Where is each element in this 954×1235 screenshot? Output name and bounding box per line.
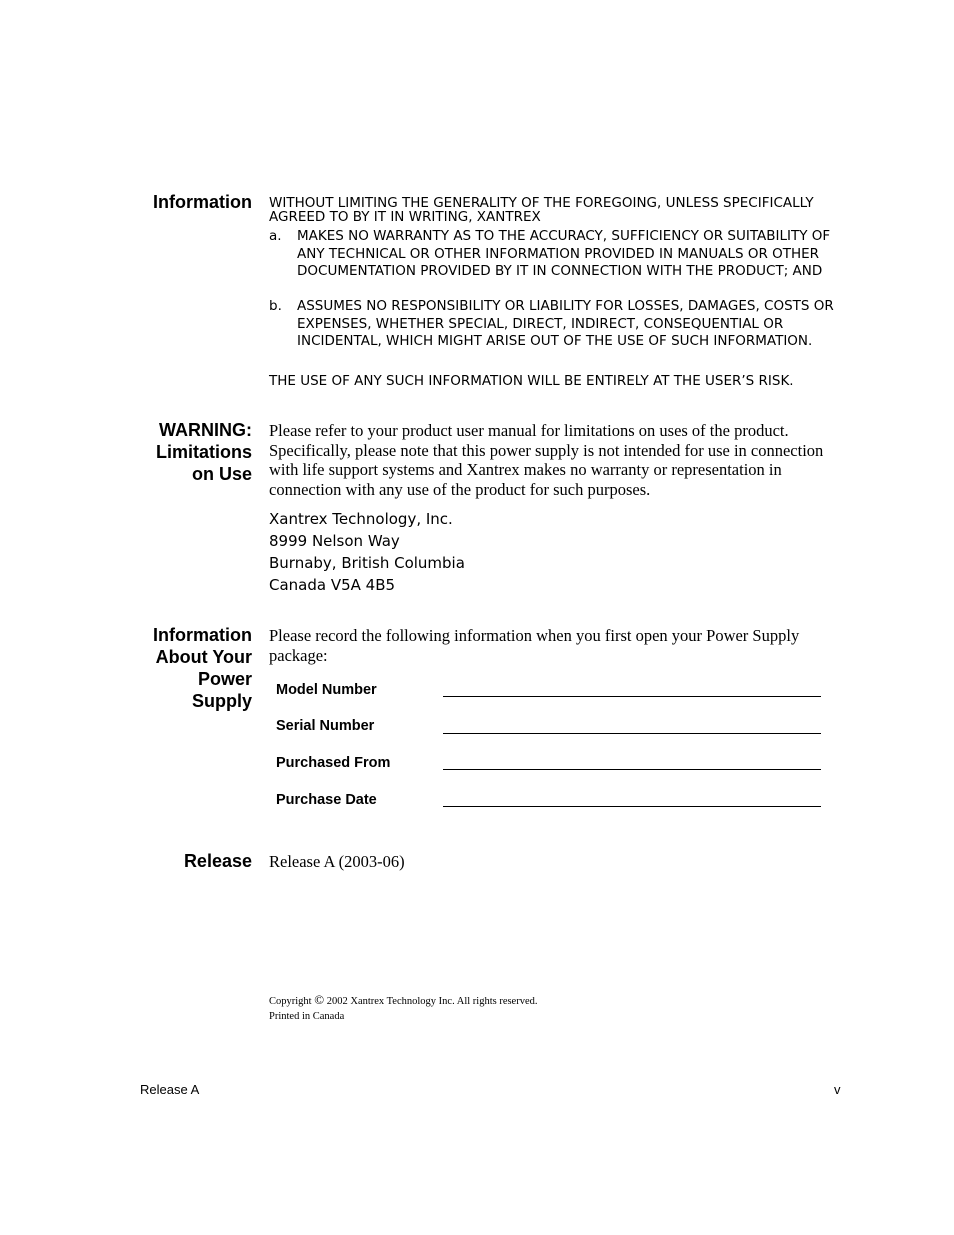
company-address: [269, 508, 465, 596]
warning-heading-line: WARNING:: [159, 420, 252, 440]
power-supply-heading: [60, 624, 252, 712]
copyright-symbol: ©: [314, 992, 325, 1007]
copyright-prefix: Copyright: [269, 996, 312, 1007]
warning-heading-line: on Use: [191, 464, 252, 484]
model-number-label: Model Number: [276, 682, 377, 698]
model-number-line: [443, 696, 821, 697]
list-text: MAKES NO WARRANTY AS TO THE ACCURACY, SUFFICIENCY OR SUITABILITY OF ANY TECHNICAL OR OTHER INFORMATION PROVIDED IN MANUALS OR OTHER DOCUMENTATION PROVIDED BY IT IN CONNECTION WITH THE PRODUCT; AND: [297, 228, 831, 280]
purchased-from-label: Purchased From: [276, 755, 391, 771]
address-line: Canada V5A 4B5: [269, 576, 396, 594]
list-marker: b.: [269, 298, 282, 314]
power-supply-heading-line: Supply: [191, 691, 252, 711]
purchase-date-label: Purchase Date: [276, 792, 377, 808]
list-marker: a.: [269, 228, 282, 244]
footer-release: Release A: [140, 1082, 200, 1097]
power-supply-body: Please record the following information when you first open your Power Supply package:: [269, 626, 800, 665]
list-text: ASSUMES NO RESPONSIBILITY OR LIABILITY FOR LOSSES, DAMAGES, COSTS OR EXPENSES, WHETHER SPECIAL, DIRECT, INDIRECT, CONSEQUENTIAL OR INCIDENTAL, WHICH MIGHT ARISE OUT OF THE USE OF SUCH INFORMATION.: [297, 298, 834, 350]
purchased-from-line: [443, 769, 821, 770]
address-line: Burnaby, British Columbia: [269, 554, 465, 572]
power-supply-heading-line: Power: [197, 669, 252, 689]
warning-body: Please refer to your product user manual for limitations on uses of the product. Specifically, please note that this power supply is not intended for use in connection with life support systems and Xantrex makes no warranty or representation in connection with any use of the product for such purposes.: [269, 421, 824, 499]
warning-heading: [60, 419, 252, 485]
power-supply-heading-line: Information: [153, 625, 252, 645]
printed-in-line: Printed in Canada: [269, 1011, 345, 1022]
information-closing: THE USE OF ANY SUCH INFORMATION WILL BE ENTIRELY AT THE USER’S RISK.: [269, 373, 794, 389]
copyright-line: [269, 992, 538, 1008]
address-line: Xantrex Technology, Inc.: [269, 510, 453, 528]
purchase-date-line: [443, 806, 821, 807]
serial-number-label: Serial Number: [276, 718, 375, 734]
release-heading: [60, 850, 252, 872]
power-supply-heading-line: About Your: [155, 647, 252, 667]
address-line: 8999 Nelson Way: [269, 532, 400, 550]
release-body: Release A (2003-06): [269, 852, 405, 871]
information-heading-text: Information: [153, 192, 252, 212]
release-heading-text: Release: [183, 851, 252, 871]
footer-page-number: v: [834, 1082, 841, 1097]
warning-heading-line: Limitations: [155, 442, 252, 462]
information-heading: [60, 191, 252, 213]
serial-number-line: [443, 733, 821, 734]
copyright-rest: 2002 Xantrex Technology Inc. All rights reserved.: [326, 996, 538, 1007]
information-intro: WITHOUT LIMITING THE GENERALITY OF THE FOREGOING, UNLESS SPECIFICALLY AGREED TO BY IT IN WRITING, XANTREX: [269, 195, 814, 225]
